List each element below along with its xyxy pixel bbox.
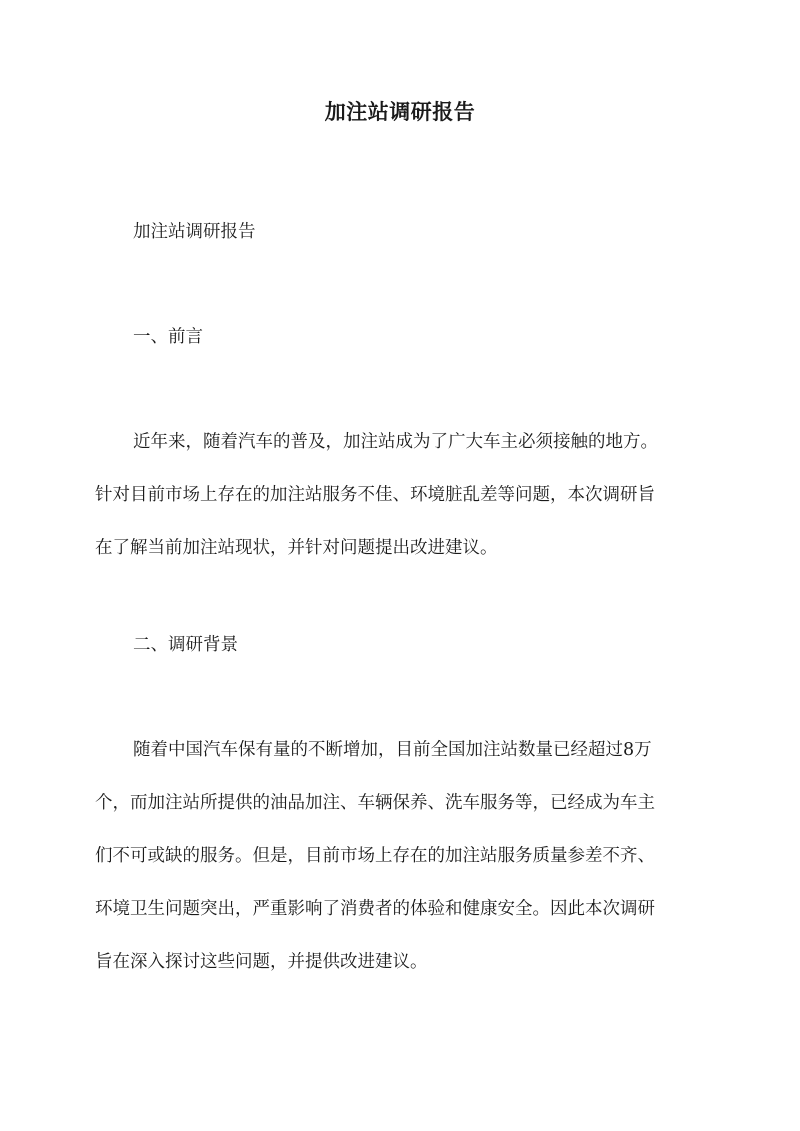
paragraph-line: 针对目前市场上存在的加注站服务不佳、环境脏乱差等问题，本次调研旨	[95, 485, 655, 505]
paragraph-line: 环境卫生问题突出，严重影响了消费者的体验和健康安全。因此本次调研	[95, 899, 655, 919]
section2-heading: 二、调研背景	[133, 635, 238, 655]
paragraph-line: 随着中国汽车保有量的不断增加，目前全国加注站数量已经超过8万	[133, 740, 652, 760]
section2-heading-block	[95, 619, 707, 672]
section1-heading: 一、前言	[133, 327, 203, 347]
subtitle-paragraph	[95, 206, 707, 259]
subtitle-text: 加注站调研报告	[133, 222, 256, 242]
paragraph-line: 们不可或缺的服务。但是，目前市场上存在的加注站服务质量参差不齐、	[95, 846, 655, 866]
section1-paragraph	[95, 416, 707, 575]
document-title: 加注站调研报告	[324, 99, 476, 124]
paragraph-line: 个，而加注站所提供的油品加注、车辆保养、洗车服务等，已经成为车主	[95, 793, 655, 813]
paragraph-line: 旨在深入探讨这些问题，并提供改进建议。	[95, 952, 428, 972]
paragraph-line: 近年来，随着汽车的普及，加注站成为了广大车主必须接触的地方。	[133, 432, 658, 452]
section1-heading-block	[95, 311, 707, 364]
section2-paragraph	[95, 724, 707, 989]
paragraph-line: 在了解当前加注站现状，并针对问题提出改进建议。	[95, 538, 498, 558]
